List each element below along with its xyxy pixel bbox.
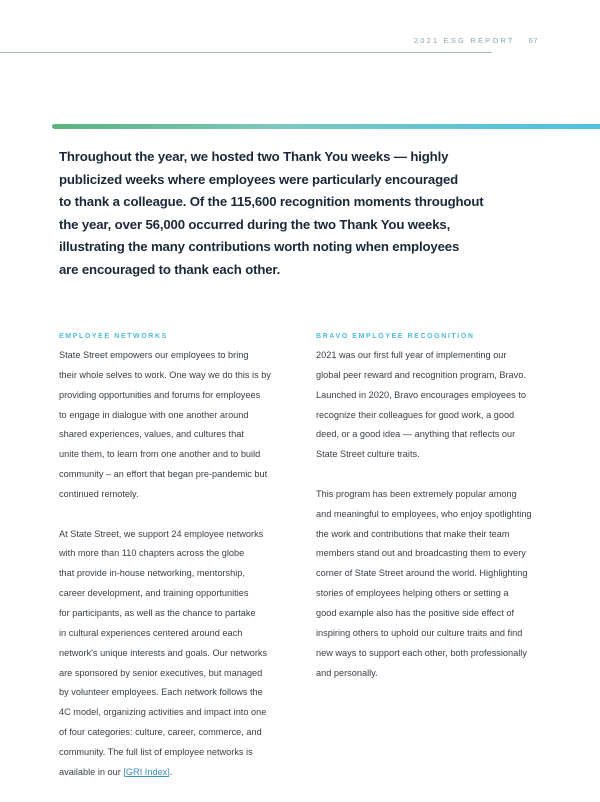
section-heading: EMPLOYEE NETWORKS (59, 333, 168, 340)
header-divider (0, 52, 492, 53)
paragraph-end: . (169, 766, 173, 777)
paragraph: This program has been extremely popular among and meaningful to employees, who enjoy spotlighting the work and contributions that make their team members stand out and broadcasting them to every corner of State Street around the world. Highlighting stories of employees helping others or setting a good example also has the positive side effect of inspiring others to uphold our culture traits and find new ways to support each other, both professionally and personally. (316, 488, 532, 678)
employee-networks-section (59, 333, 309, 802)
section-heading: BRAVO EMPLOYEE RECOGNITION (316, 333, 475, 340)
paragraph-text: At State Street, we support 24 employee networks with more than 110 chapters across the globe that provide in-house networking, mentorship, career development, and training opportunities for participants, as well as the chance to partake in cultural experiences centered around each network's unique interests and goals. Our networks are sponsored by senior executives, but managed by volunteer employees. Each network follows the 4C model, organizing activities and impact into one of four categories: culture, career, commerce, and community. The full list of employee networks is available in our (59, 528, 268, 777)
gri-index-link[interactable]: [GRI Index] (123, 766, 170, 777)
gradient-accent-bar (52, 124, 600, 129)
paragraph: State Street empowers our employees to bring their whole selves to work. One way we do this is by providing opportunities and forums for employees to engage in dialogue with one another around shared experiences, values, and cultures that unite them, to learn from one another and to build community – an effort that began pre-pandemic but continued remotely. (59, 350, 271, 499)
paragraph (59, 525, 309, 783)
paragraph: 2021 was our first full year of implementing our global peer reward and recognition program, Bravo. Launched in 2020, Bravo encourages employees to recognize their colleagues for good work, a good deed, or a good idea — anything that reflects our State Street culture traits. (316, 350, 526, 460)
running-header (414, 36, 538, 45)
report-title: 2021 ESG REPORT (413, 36, 515, 45)
page-number: 67 (528, 36, 538, 45)
bravo-recognition-section (316, 333, 596, 703)
lead-paragraph: Throughout the year, we hosted two Thank You weeks — highly publicized weeks where employees were particularly encouraged to thank a colleague. Of the 115,600 recognition moments throughout the year, over 56,000 occurred during the two Thank You weeks, illustrating the many contributions worth noting when employees are encouraged to thank each other. (59, 149, 484, 277)
